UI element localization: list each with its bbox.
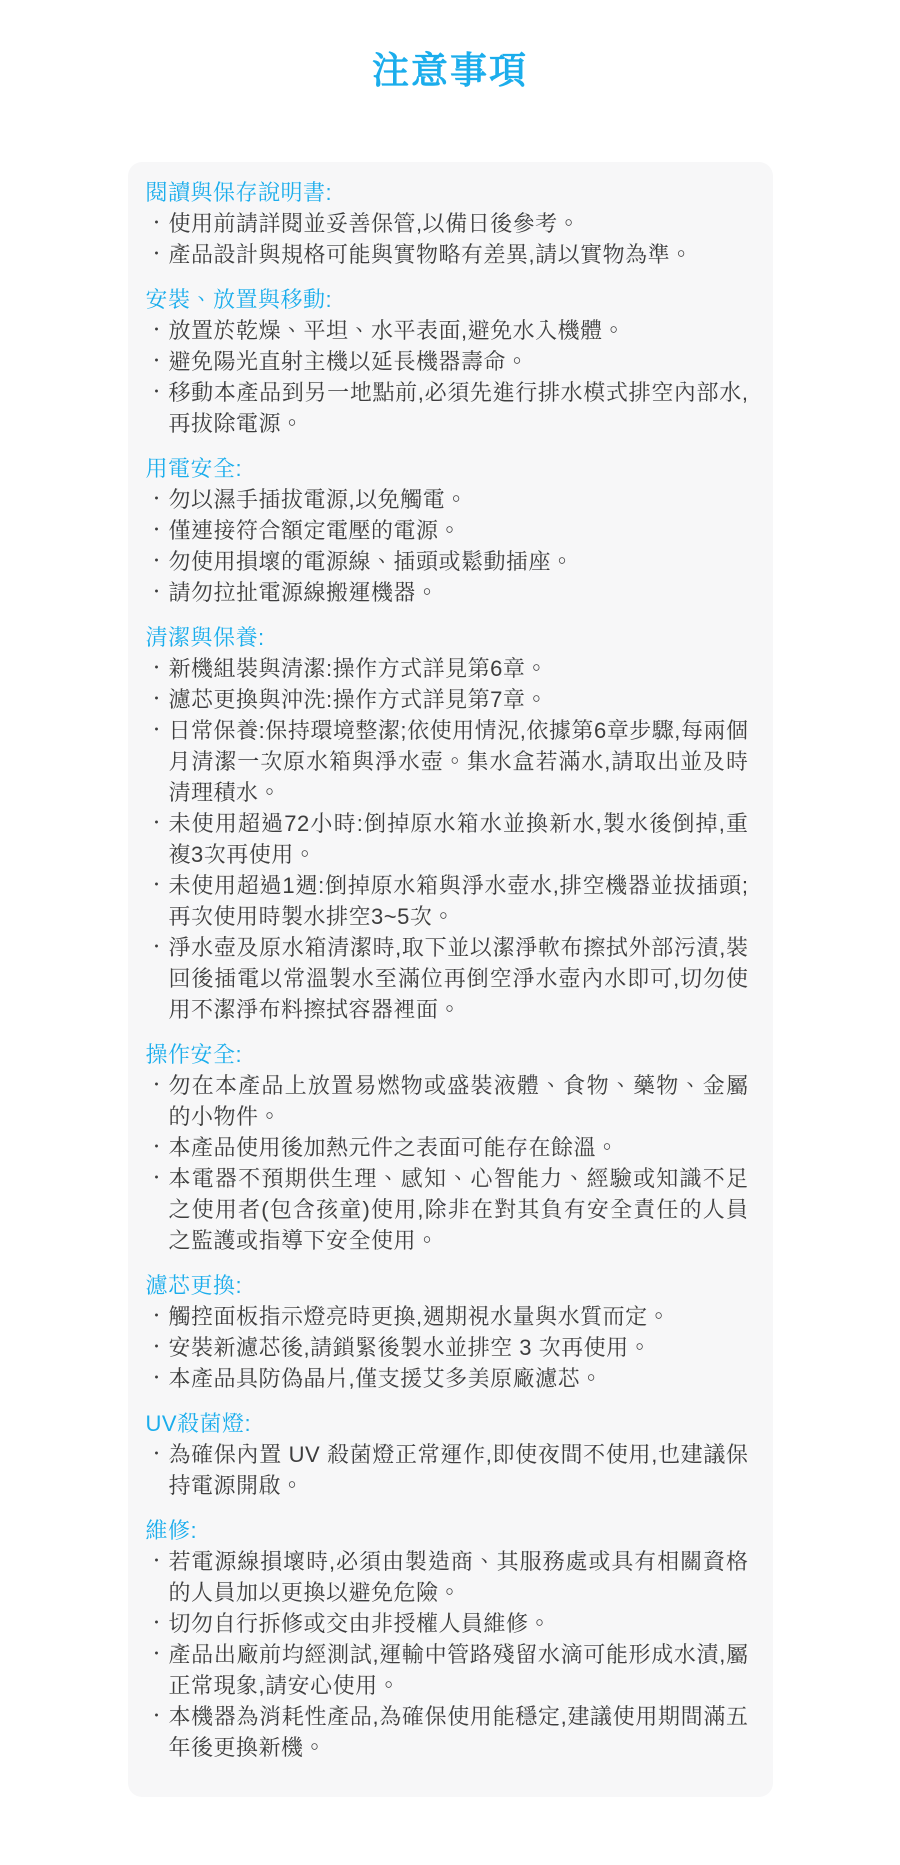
bullet-icon: ・ — [148, 877, 166, 894]
bullet-icon: ・ — [148, 1339, 166, 1356]
bullet-icon: ・ — [148, 1370, 166, 1387]
list-item — [146, 1639, 749, 1701]
list-item-text: 請勿拉扯電源線搬運機器。 — [168, 580, 439, 605]
list-item-text: 淨水壺及原水箱清潔時,取下並以潔淨軟布擦拭外部污漬,裝回後插電以常溫製水至滿位再倒空淨水壺內水即可,切勿使用不潔淨布料擦拭容器裡面。 — [168, 935, 749, 1022]
page-title: 注意事項 — [372, 50, 528, 91]
section — [146, 1408, 749, 1501]
bullet-icon: ・ — [148, 722, 166, 739]
list-item-text: 新機組裝與清潔:操作方式詳見第6章。 — [168, 656, 548, 681]
list-item-text: 放置於乾燥、平坦、水平表面,避免水入機體。 — [168, 318, 626, 343]
section-heading: 維修: — [145, 1518, 198, 1543]
section — [146, 177, 749, 270]
list-item — [146, 1163, 749, 1256]
list-item — [146, 239, 749, 270]
list-item-text: 使用前請詳閱並妥善保管,以備日後參考。 — [168, 211, 581, 236]
bullet-icon: ・ — [148, 1446, 166, 1463]
section-items — [146, 653, 749, 1025]
section — [146, 1039, 749, 1256]
list-item-text: 安裝新濾芯後,請鎖緊後製水並排空 3 次再使用。 — [168, 1335, 652, 1360]
list-item — [146, 808, 749, 870]
list-item-text: 本機器為消耗性產品,為確保使用能穩定,建議使用期間滿五年後更換新機。 — [168, 1704, 749, 1760]
bullet-icon: ・ — [148, 1646, 166, 1663]
bullet-icon: ・ — [148, 1615, 166, 1632]
bullet-icon: ・ — [148, 1553, 166, 1570]
list-item-text: 為確保內置 UV 殺菌燈正常運作,即使夜間不使用,也建議保持電源開啟。 — [168, 1442, 749, 1498]
section-heading: 濾芯更換: — [145, 1273, 243, 1298]
list-item — [146, 377, 749, 439]
section — [146, 622, 749, 1025]
list-item — [146, 932, 749, 1025]
bullet-icon: ・ — [148, 815, 166, 832]
section-items — [146, 1070, 749, 1256]
section-heading: 操作安全: — [145, 1042, 243, 1067]
list-item-text: 本產品具防偽晶片,僅支援艾多美原廠濾芯。 — [168, 1366, 603, 1391]
list-item — [146, 577, 749, 608]
list-item — [146, 1070, 749, 1132]
list-item-text: 濾芯更換與沖洗:操作方式詳見第7章。 — [168, 687, 548, 712]
list-item — [146, 1132, 749, 1163]
bullet-icon: ・ — [148, 353, 166, 370]
list-item — [146, 1701, 749, 1763]
list-item-text: 未使用超過72小時:倒掉原水箱水並換新水,製水後倒掉,重複3次再使用。 — [168, 811, 749, 867]
section-heading: 清潔與保養: — [145, 625, 265, 650]
bullet-icon: ・ — [148, 660, 166, 677]
bullet-icon: ・ — [148, 215, 166, 232]
list-item — [146, 653, 749, 684]
section-heading: 安裝、放置與移動: — [145, 287, 333, 312]
list-item — [146, 1608, 749, 1639]
bullet-icon: ・ — [148, 939, 166, 956]
list-item — [146, 1332, 749, 1363]
bullet-icon: ・ — [148, 691, 166, 708]
bullet-icon: ・ — [148, 491, 166, 508]
list-item-text: 未使用超過1週:倒掉原水箱與淨水壺水,排空機器並拔插頭;再次使用時製水排空3~5次。 — [168, 873, 749, 929]
list-item — [146, 346, 749, 377]
list-item-text: 勿以濕手插拔電源,以免觸電。 — [168, 487, 468, 512]
section-items — [146, 315, 749, 439]
precautions-card — [128, 162, 773, 1797]
list-item — [146, 484, 749, 515]
list-item-text: 若電源線損壞時,必須由製造商、其服務處或具有相關資格的人員加以更換以避免危險。 — [168, 1549, 749, 1605]
list-item — [146, 315, 749, 346]
list-item — [146, 515, 749, 546]
list-item-text: 本產品使用後加熱元件之表面可能存在餘溫。 — [168, 1135, 619, 1160]
list-item-text: 移動本產品到另一地點前,必須先進行排水模式排空內部水,再拔除電源。 — [168, 380, 749, 436]
bullet-icon: ・ — [148, 1170, 166, 1187]
section — [146, 1270, 749, 1394]
bullet-icon: ・ — [148, 1077, 166, 1094]
list-item-text: 僅連接符合額定電壓的電源。 — [168, 518, 462, 543]
bullet-icon: ・ — [148, 584, 166, 601]
section — [146, 453, 749, 608]
section-heading: 用電安全: — [145, 456, 243, 481]
bullet-icon: ・ — [148, 1308, 166, 1325]
list-item-text: 產品設計與規格可能與實物略有差異,請以實物為準。 — [168, 242, 693, 267]
bullet-icon: ・ — [148, 246, 166, 263]
list-item — [146, 715, 749, 808]
list-item-text: 觸控面板指示燈亮時更換,週期視水量與水質而定。 — [168, 1304, 671, 1329]
list-item-text: 勿在本產品上放置易燃物或盛裝液體、食物、藥物、金屬的小物件。 — [168, 1073, 749, 1129]
list-item-text: 產品出廠前均經測試,運輸中管路殘留水滴可能形成水漬,屬正常現象,請安心使用。 — [168, 1642, 749, 1698]
section-heading: UV殺菌燈: — [145, 1411, 252, 1436]
list-item — [146, 684, 749, 715]
list-item-text: 切勿自行拆修或交由非授權人員維修。 — [168, 1611, 552, 1636]
list-item — [146, 1301, 749, 1332]
list-item-text: 勿使用損壞的電源線、插頭或鬆動插座。 — [168, 549, 574, 574]
section-items — [146, 484, 749, 608]
bullet-icon: ・ — [148, 322, 166, 339]
list-item — [146, 546, 749, 577]
bullet-icon: ・ — [148, 553, 166, 570]
list-item — [146, 1546, 749, 1608]
list-item-text: 本電器不預期供生理、感知、心智能力、經驗或知識不足之使用者(包含孩童)使用,除非在對其負有安全責任的人員之監護或指導下安全使用。 — [168, 1166, 749, 1253]
section-items — [146, 208, 749, 270]
sections-container — [146, 177, 749, 1763]
list-item — [146, 1439, 749, 1501]
list-item — [146, 208, 749, 239]
bullet-icon: ・ — [148, 1139, 166, 1156]
section-items — [146, 1439, 749, 1501]
section — [146, 284, 749, 439]
list-item-text: 避免陽光直射主機以延長機器壽命。 — [168, 349, 529, 374]
section — [146, 1515, 749, 1763]
list-item — [146, 870, 749, 932]
section-items — [146, 1301, 749, 1394]
list-item-text: 日常保養:保持環境整潔;依使用情況,依據第6章步驟,每兩個月清潔一次原水箱與淨水壺。集水盒若滿水,請取出並及時清理積水。 — [168, 718, 749, 805]
bullet-icon: ・ — [148, 384, 166, 401]
section-heading: 閱讀與保存說明書: — [145, 180, 333, 205]
list-item — [146, 1363, 749, 1394]
bullet-icon: ・ — [148, 522, 166, 539]
section-items — [146, 1546, 749, 1763]
bullet-icon: ・ — [148, 1708, 166, 1725]
